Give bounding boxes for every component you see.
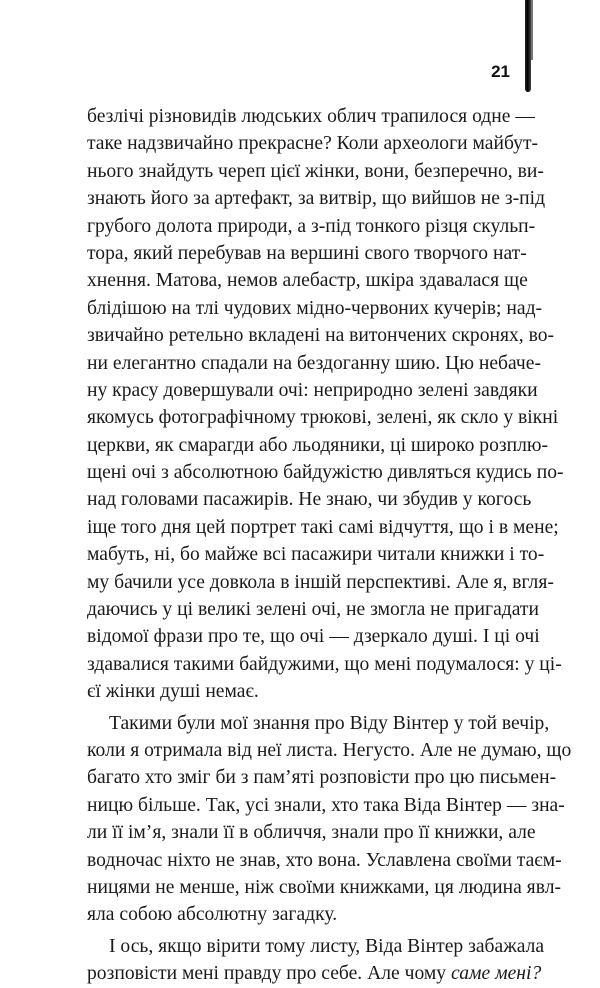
text-line: коли я отримала від неї листа. Негусто. Але не думаю, що: [87, 739, 572, 761]
text-line: хнення. Матова, немов алебастр, шкіра здавалася ще: [87, 270, 528, 292]
text-line: безлічі різновидів людських облич трапилося одне —: [87, 106, 535, 127]
paragraph-3: [87, 933, 545, 988]
emphasis-text: саме мені?: [451, 963, 542, 985]
text-line: даючись у ці великі зелені очі, не змогла не пригадати: [87, 599, 539, 621]
text-line: таке надзвичайно прекрасне? Коли археологи майбут-: [87, 133, 539, 155]
text-line: І ось, якщо вірити тому листу, Віда Вінтер забажала: [109, 935, 545, 957]
text-line: мабуть, ні, бо майже всі пасажири читали книжки і то-: [87, 544, 545, 566]
text-line: водночас ніхто не знав, хто вона. Уславлена своїми таєм-: [87, 849, 562, 871]
text-line: ницями не менше, ніж своїми книжками, ця людина явл-: [87, 876, 561, 898]
page-edge-shadow: [531, 0, 533, 60]
page-number: 21: [491, 62, 510, 81]
text-line: щені очі з абсолютною байдужістю дивляться кудись по-: [87, 462, 564, 484]
text-line: тора, який перебував на вершині свого творчого нат-: [87, 242, 527, 264]
text-line: багато хто зміг би з пам’яті розповісти про цю письмен-: [87, 767, 557, 789]
text-line: грубого долота природи, а з-під тонкого різця скульп-: [87, 215, 536, 237]
text-line: нього знайдуть череп цієї жінки, вони, безперечно, ви-: [87, 160, 544, 182]
text-line: знають його за артефакт, за витвір, що вийшов не з-під: [87, 188, 546, 210]
text-line: му бачили усе довкола в іншій перспективі. Але я, вгля-: [87, 571, 554, 593]
paragraph-1: [87, 103, 564, 706]
text-line: ницю більше. Так, усі знали, хто така Віда Вінтер — зна-: [87, 794, 565, 816]
text-line: Такими були мої знання про Віду Вінтер у той вечір,: [109, 712, 550, 734]
text-line: ни елегантно спадали на бездоганну шию. Цю небаче-: [87, 352, 541, 374]
text-line: над головами пасажирів. Не знаю, чи збудив у когось: [87, 489, 532, 511]
text-line: іще того дня цей портрет такі самі відчуття, що і в мене;: [87, 516, 559, 538]
paragraph-2: [87, 710, 572, 929]
body-text: [87, 103, 572, 988]
text-line-final: [87, 960, 542, 987]
text-line: ли її ім’я, знали її в обличчя, знали про її книжки, але: [87, 822, 536, 844]
text-line-plain: розповісти мені правду про себе. Але чому: [87, 963, 451, 985]
text-line: відомої фрази про те, що очі — дзеркало душі. І ці очі: [87, 626, 540, 648]
text-line: блідішою на тлі чудових мідно-червоних кучерів; над-: [87, 297, 543, 319]
text-line: звичайно ретельно вкладені на витончених скронях, во-: [87, 325, 555, 347]
text-line: ну красу довершували очі: неприродно зелені завдяки: [87, 379, 538, 401]
text-line: яла собою абсолютну загадку.: [87, 904, 338, 926]
text-line: здавалися такими байдужими, що мені подумалося: у ці-: [87, 653, 562, 675]
text-line: якомусь фотографічному трюкові, зелені, як скло у вікні: [87, 407, 559, 429]
text-line: церкви, як смарагди або льодяники, ці широко розплю-: [87, 434, 549, 456]
text-line: єї жінки душі немає.: [87, 681, 259, 703]
